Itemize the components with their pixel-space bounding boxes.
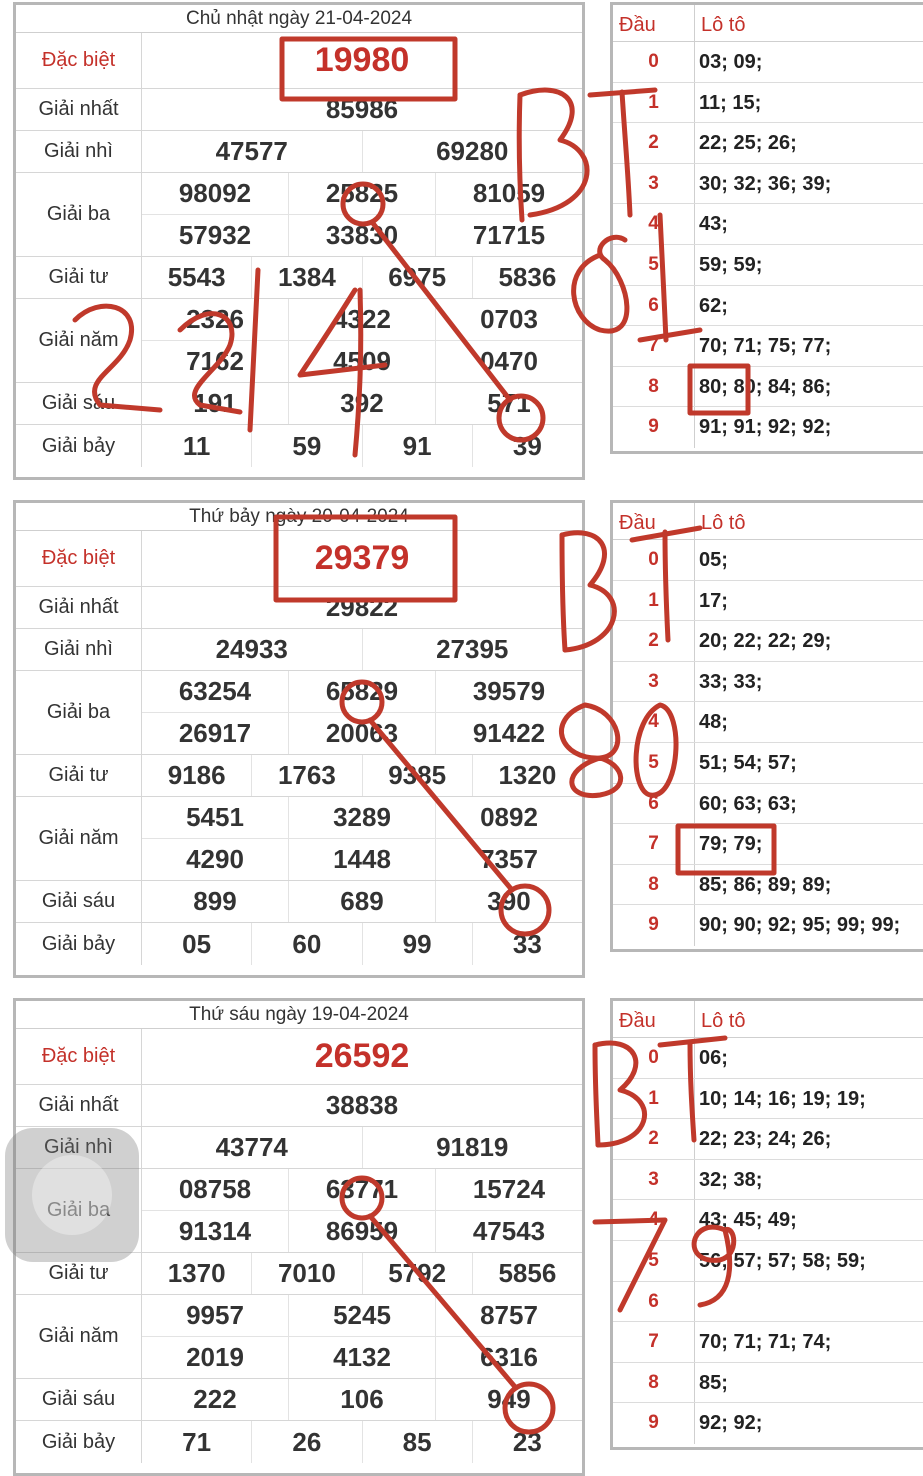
prize-label: Đặc biệt [16,33,142,88]
loto-row [613,407,923,448]
prize-number: 26 [251,1421,361,1463]
loto-header-loto: Lô tô [701,512,746,534]
prize-number: 949 [435,1379,582,1420]
prize-number: 47577 [215,136,288,166]
prize-label: Giải ba [16,173,142,256]
prize-number: 0470 [435,341,582,382]
loto-row [613,326,923,367]
loto-values: 80; 80; 84; 86; [699,375,832,398]
prize-label: Giải sáu [16,1379,142,1420]
prize-number: 65829 [288,671,435,712]
draw-date-title: Thứ bảy ngày 20-04-2024 [16,503,582,531]
loto-row [613,743,923,784]
prize-number: 9957 [186,1300,244,1330]
loto-header-loto: Lô tô [701,14,746,36]
draw-date-title: Chủ nhật ngày 21-04-2024 [16,5,582,33]
prize-label: Giải ba [16,1169,142,1252]
results-table-2 [13,500,585,978]
loto-values: 03; 09; [699,51,763,73]
prize-label: Giải tư [16,755,142,796]
loto-head-digit: 0 [613,1038,695,1078]
loto-row [613,1363,923,1404]
prize-row [16,425,582,467]
prize-number: 33830 [288,215,435,256]
prize-number: 3289 [288,797,435,838]
prize-number: 63254 [178,676,252,706]
prize-label: Giải bảy [16,923,142,965]
prize-row [16,299,582,383]
loto-head-digit: 0 [613,42,695,82]
loto-head-digit: 5 [613,1241,695,1281]
loto-values: 10; 14; 16; 19; 19; [699,1087,866,1110]
prize-row [16,531,582,587]
loto-table-1 [610,2,923,454]
loto-header-dau: Đầu [613,503,695,539]
loto-values: 22; 23; 24; 26; [699,1128,832,1151]
prize-label: Giải bảy [16,425,142,467]
prize-label: Giải tư [16,1253,142,1294]
loto-values: 70; 71; 71; 74; [699,1331,832,1354]
prize-number: 08758 [178,1174,252,1204]
prize-number: 11 [182,430,211,461]
prize-number: 33 [472,923,582,965]
loto-head-digit: 2 [613,123,695,163]
prize-label: Giải năm [16,797,142,880]
prize-number: 390 [435,881,582,922]
prize-number: 59 [251,425,361,467]
prize-row [16,629,582,671]
loto-row [613,1322,923,1363]
prize-label: Giải nhì [16,1127,142,1168]
loto-row [613,1160,923,1201]
prize-label: Giải nhì [16,131,142,172]
loto-head-digit: 7 [613,824,695,864]
prize-number: 9385 [362,755,472,796]
prize-label: Đặc biệt [16,531,142,586]
loto-values: 30; 32; 36; 39; [699,172,832,195]
prize-number: 43774 [215,1132,288,1162]
prize-number: 81059 [435,173,582,214]
loto-values: 06; [699,1047,728,1069]
loto-values: 56; 57; 57; 58; 59; [699,1249,866,1272]
prize-number: 7162 [186,346,244,376]
loto-values: 43; 45; 49; [699,1209,797,1232]
loto-header-dau: Đầu [613,1001,695,1037]
loto-head-digit: 8 [613,1363,695,1403]
prize-number: 5792 [362,1253,472,1294]
prize-row [16,671,582,755]
loto-head-digit: 8 [613,367,695,407]
loto-values: 43; [699,213,728,236]
prize-number: 6316 [435,1337,582,1378]
prize-number: 05 [182,928,212,959]
loto-head-digit: 6 [613,1282,695,1322]
prize-number: 85 [362,1421,472,1463]
prize-number: 57932 [178,220,252,250]
loto-values: 48; [699,711,728,734]
prize-row [16,33,582,89]
prize-number: 4322 [288,299,435,340]
prize-row [16,1421,582,1463]
prize-number: 4132 [288,1337,435,1378]
loto-values: 59; 59; [699,253,763,276]
loto-head-digit: 7 [613,1322,695,1362]
loto-values: 85; [699,1371,728,1394]
loto-head-digit: 9 [613,905,695,946]
loto-row [613,540,923,581]
prize-number: 85986 [325,94,399,124]
loto-row [613,1282,923,1323]
loto-head-digit: 1 [613,581,695,621]
loto-head-digit: 4 [613,204,695,244]
loto-row [613,83,923,124]
loto-values: 33; 33; [699,670,763,693]
prize-row [16,89,582,131]
loto-head-digit: 5 [613,743,695,783]
prize-number: 69280 [362,131,583,172]
prize-row [16,881,582,923]
prize-number: 6975 [362,257,472,298]
special-prize-number: 29379 [314,539,410,577]
prize-number: 0703 [435,299,582,340]
prize-number: 91314 [178,1216,252,1246]
prize-number: 392 [288,383,435,424]
loto-head-digit: 6 [613,784,695,824]
prize-number: 191 [193,388,237,418]
prize-row [16,257,582,299]
prize-number: 5245 [288,1295,435,1336]
prize-number: 99 [362,923,472,965]
loto-row [613,204,923,245]
prize-number: 39 [472,425,582,467]
loto-header-dau: Đầu [613,5,695,41]
prize-number: 71 [182,1426,212,1457]
loto-values: 17; [699,589,728,612]
prize-number: 1320 [472,755,582,796]
loto-head-digit: 3 [613,1160,695,1200]
prize-number: 38838 [325,1090,399,1120]
prize-row [16,1085,582,1127]
prize-number: 71715 [435,215,582,256]
loto-head-digit: 6 [613,286,695,326]
loto-values: 90; 90; 92; 95; 99; 99; [699,914,901,937]
loto-head-digit: 5 [613,245,695,285]
prize-row [16,587,582,629]
loto-head-digit: 7 [613,326,695,366]
prize-number: 27395 [362,629,583,670]
prize-number: 222 [193,1384,237,1414]
prize-label: Đặc biệt [16,1029,142,1084]
prize-row [16,755,582,797]
loto-head-digit: 1 [613,1079,695,1119]
loto-head-digit: 8 [613,865,695,905]
prize-number: 2326 [186,304,244,334]
prize-label: Giải tư [16,257,142,298]
loto-head-digit: 3 [613,662,695,702]
prize-number: 39579 [435,671,582,712]
loto-header [613,503,923,540]
prize-number: 91819 [362,1127,583,1168]
loto-header-loto: Lô tô [701,1010,746,1032]
assistive-touch-ring-icon [32,1155,112,1235]
prize-number: 1384 [251,257,361,298]
loto-head-digit: 4 [613,1200,695,1240]
prize-number: 86959 [288,1211,435,1252]
loto-values: 79; 79; [699,833,763,856]
loto-head-digit: 0 [613,540,695,580]
prize-number: 2019 [186,1342,244,1372]
prize-number: 24933 [215,634,288,664]
loto-header [613,1001,923,1038]
prize-number: 7357 [435,839,582,880]
prize-number: 9186 [167,760,226,790]
loto-table-2 [610,500,923,952]
loto-head-digit: 9 [613,1403,695,1444]
prize-row [16,1295,582,1379]
loto-row [613,286,923,327]
prize-label: Giải sáu [16,881,142,922]
loto-head-digit: 2 [613,1119,695,1159]
loto-values: 32; 38; [699,1168,763,1191]
loto-row [613,662,923,703]
loto-row [613,1079,923,1120]
prize-number: 5451 [186,802,244,832]
loto-row [613,1200,923,1241]
prize-label: Giải nhất [16,587,142,628]
loto-values: 11; 15; [699,91,762,114]
loto-row [613,824,923,865]
loto-values: 92; 92; [699,1412,763,1435]
loto-row [613,123,923,164]
loto-values: 22; 25; 26; [699,132,797,155]
prize-number: 5543 [167,262,226,292]
prize-number: 15724 [435,1169,582,1210]
loto-row [613,164,923,205]
prize-number: 1370 [167,1258,226,1288]
prize-number: 4290 [186,844,244,874]
prize-number: 106 [288,1379,435,1420]
loto-values: 20; 22; 22; 29; [699,630,832,653]
loto-values: 60; 63; 63; [699,792,797,815]
prize-label: Giải nhì [16,629,142,670]
loto-row [613,1119,923,1160]
prize-number: 26917 [178,718,252,748]
loto-table-3 [610,998,923,1450]
prize-label: Giải năm [16,299,142,382]
prize-number: 1763 [251,755,361,796]
loto-head-digit: 4 [613,702,695,742]
prize-number: 23 [472,1421,582,1463]
prize-number: 7010 [251,1253,361,1294]
loto-row [613,1241,923,1282]
prize-number: 98092 [178,178,252,208]
prize-number: 1448 [288,839,435,880]
loto-values [695,1282,923,1322]
prize-number: 60 [251,923,361,965]
prize-label: Giải năm [16,1295,142,1378]
loto-row [613,245,923,286]
results-table-1 [13,2,585,480]
loto-row [613,865,923,906]
prize-number: 0892 [435,797,582,838]
loto-row [613,621,923,662]
loto-row [613,784,923,825]
loto-row [613,42,923,83]
prize-label: Giải ba [16,671,142,754]
assistive-touch-button[interactable] [5,1128,139,1262]
draw-date-title: Thứ sáu ngày 19-04-2024 [16,1001,582,1029]
loto-row [613,905,923,946]
loto-row [613,1038,923,1079]
loto-values: 05; [699,549,728,571]
prize-number: 5856 [472,1253,582,1294]
prize-row [16,923,582,965]
loto-row [613,367,923,408]
prize-number: 899 [193,886,237,916]
prize-number: 8757 [435,1295,582,1336]
loto-values: 91; 91; 92; 92; [699,416,832,439]
prize-label: Giải nhất [16,1085,142,1126]
loto-row [613,702,923,743]
loto-header [613,5,923,42]
prize-number: 47543 [435,1211,582,1252]
prize-number: 571 [435,383,582,424]
prize-number: 25825 [288,173,435,214]
loto-row [613,581,923,622]
prize-number: 29822 [325,592,399,622]
prize-number: 689 [288,881,435,922]
loto-row [613,1403,923,1444]
prize-label: Giải sáu [16,383,142,424]
loto-values: 85; 86; 89; 89; [699,873,832,896]
loto-values: 51; 54; 57; [699,751,797,774]
prize-row [16,797,582,881]
special-prize-number: 19980 [314,41,410,79]
loto-head-digit: 9 [613,407,695,448]
prize-row [16,173,582,257]
loto-head-digit: 1 [613,83,695,123]
loto-head-digit: 3 [613,164,695,204]
prize-number: 63771 [288,1169,435,1210]
prize-label: Giải bảy [16,1421,142,1463]
loto-values: 62; [699,294,728,317]
special-prize-number: 26592 [314,1037,410,1075]
prize-number: 4509 [288,341,435,382]
prize-row [16,1029,582,1085]
prize-number: 91 [362,425,472,467]
prize-label: Giải nhất [16,89,142,130]
prize-number: 20063 [288,713,435,754]
prize-number: 91422 [435,713,582,754]
prize-number: 5836 [472,257,582,298]
prize-row [16,1379,582,1421]
loto-values: 70; 71; 75; 77; [699,335,832,358]
loto-head-digit: 2 [613,621,695,661]
prize-row [16,383,582,425]
prize-row [16,131,582,173]
